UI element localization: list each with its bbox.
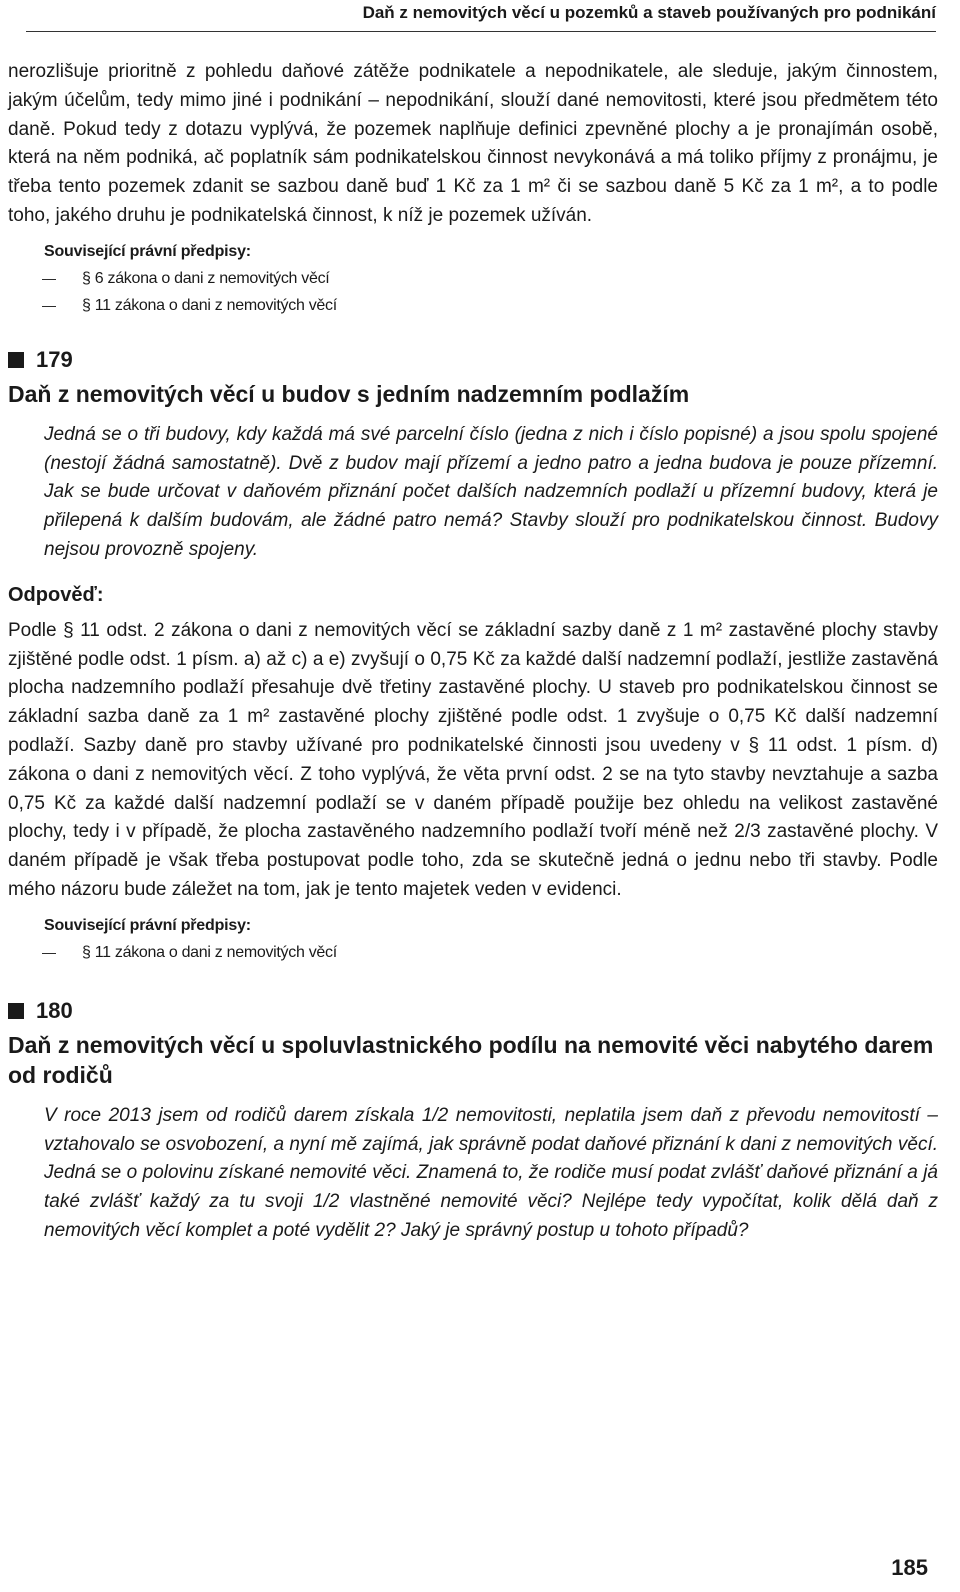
section-180 [8, 996, 938, 1246]
related-legislation-item: — § 11 zákona o dani z nemovitých věcí [44, 292, 938, 319]
related-legislation-179 [44, 913, 938, 966]
question-text: Jedná se o tři budovy, kdy každá má své parcelní číslo (jedna z nich i číslo popisné) a jsou spolu spojené (nestojí žádná samostatně). Dvě z budov mají přízemí a jedno patro a jedna budova je pouze přízemní. Jak se bude určovat v daňovém přiznání počet dalších nadzemních podlaží u přízemní budovy, která je přilepená k dalším budovám, ale žádné patro nemá? Stavby slouží pro podnikatelskou činnost. Budovy nejsou provozně spojeny. [44, 423, 938, 560]
answer-text: Podle § 11 odst. 2 zákona o dani z nemovitých věcí se základní sazby daně z 1 m² zastavěné plochy stavby zjištěné podle odst. 1 písm. a) až c) a e) zvyšují o 0,75 Kč za každé další nadzemní podlaží, jestliže zastavěná plocha nadzemního podlaží přesahuje dvě třetiny zastavěné plochy. U staveb pro podnikatelskou činnost se základní sazba daně za 1 m² zastavěné plochy zjištěné podle odst. 1 zvyšuje o 0,75 Kč další nadzemní podlaží. Sazby daně pro stavby užívané pro podnikatelské činnosti jsou uvedeny v § 11 odst. 1 písm. d) zákona o dani z nemovitých věcí. Z toho vyplývá, že věta první odst. 2 se na tyto stavby nevztahuje a sazba 0,75 Kč za každé další nadzemní podlaží se v daném případě použije bez ohledu na velikost zastavěné plochy, tedy i v případě, že plocha zastavěného nadzemního podlaží tvoří méně než 2/3 zastavěné plochy. V daném případě je však třeba postupovat podle toho, zda se skutečně jedná o jednu nebo tři stavby. Podle mého názoru bude záležet na tom, jak je tento majetek veden v evidenci. [8, 619, 938, 900]
dash-icon: — [42, 269, 56, 286]
related-legislation-intro [44, 239, 938, 319]
question-title: Daň z nemovitých věcí u spoluvlastnického podílu na nemovité věci nabytého darem od rodičů [8, 1031, 934, 1088]
page-number: 185 [891, 1555, 928, 1580]
related-legislation-title: Související právní předpisy: [44, 242, 251, 260]
question-number: 179 [8, 345, 938, 375]
section-179 [8, 345, 938, 966]
question-text: V roce 2013 jsem od rodičů darem získala 1/2 nemovitosti, neplatila jsem daň z převodu nemovitostí – vztahovalo se osvobození, a nyní mě zajímá, jak správně podat daňové přiznání k dani z nemovitých věcí. Jedná se o polovinu získané nemovité věci. Znamená to, že rodiče musí podat zvlášť daňové přiznání a já také zvlášť každý za tu svoji 1/2 vlastněné nemovité věci? Nejlépe tedy vypočítat, kolik dělá daň z nemovitých věcí komplet a poté vydělit 2? Jaký je správný postup u tohoto případů? [44, 1104, 938, 1241]
header-rule [26, 31, 936, 32]
related-legislation-item: — § 6 zákona o dani z nemovitých věcí [44, 265, 938, 292]
page-content [8, 58, 938, 1246]
related-legislation-title: Související právní předpisy: [44, 916, 251, 934]
question-title: Daň z nemovitých věcí u budov s jedním nadzemním podlažím [8, 380, 690, 407]
running-header: Daň z nemovitých věcí u pozemků a staveb používaných pro podnikání [362, 3, 936, 22]
square-bullet-icon [8, 352, 24, 368]
related-legislation-item: — § 11 zákona o dani z nemovitých věcí [44, 939, 938, 966]
question-number: 180 [8, 996, 938, 1026]
square-bullet-icon [8, 1003, 24, 1019]
dash-icon: — [42, 943, 56, 960]
dash-icon: — [42, 296, 56, 313]
answer-label: Odpověď: [8, 583, 104, 606]
intro-paragraph: nerozlišuje prioritně z pohledu daňové zátěže podnikatele a nepodnikatele, ale sleduje, jakým činnostem, jakým účelům, tedy mimo jiné i podnikání – nepodnikání, slouží dané nemovitosti, které jsou předmětem této daně. Pokud tedy z dotazu vyplývá, že pozemek naplňuje definici zpevněné plochy a je pronajímán osobě, která na něm podniká, ač poplatník sám podnikatelskou činnost nevykonává a má toliko příjmy z pronájmu, je třeba tento pozemek zdanit se sazbou daně buď 1 Kč za 1 m² či se sazbou daně 5 Kč za 1 m², a to podle toho, jakého druhu je podnikatelská činnost, k níž je pozemek užíván. [8, 61, 938, 226]
